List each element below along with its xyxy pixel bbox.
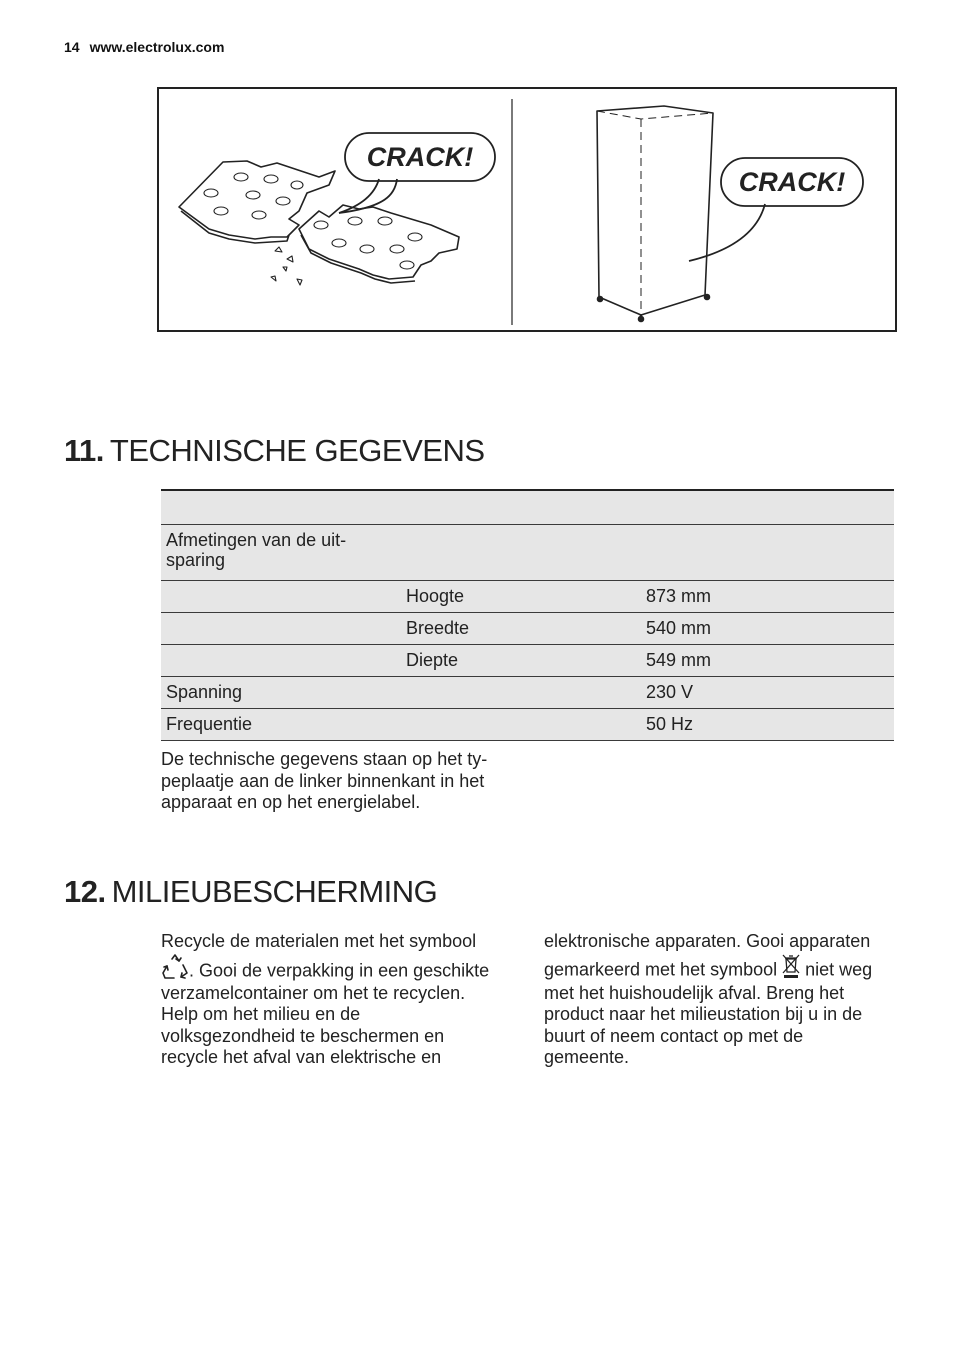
environment-text-right: elektronische apparaten. Gooi apparaten gemarkeerd met het symbool niet weg met het huishoudelijk afval. Breng het product naar het milieustation bij u in de buurt of neem contact op met de gemeente. <box>544 931 873 1067</box>
row-label <box>161 644 401 676</box>
row-value: 50 Hz <box>641 708 894 740</box>
row-label: Frequentie <box>161 708 401 740</box>
row-value <box>641 524 894 580</box>
row-sub <box>401 676 641 708</box>
row-label: Afmetingen van de uit- <box>166 529 347 550</box>
row-sub: Breedte <box>401 612 641 644</box>
row-value: 549 mm <box>641 644 894 676</box>
table-row <box>161 644 894 676</box>
row-sub <box>401 524 641 580</box>
page-number: 14 <box>64 39 80 55</box>
crack-text-left: CRACK! <box>366 142 474 172</box>
row-label: Spanning <box>161 676 401 708</box>
section-12-number: 12. <box>64 874 106 909</box>
table-row <box>161 708 894 740</box>
illustration-frame <box>157 87 897 332</box>
technical-note: De technische gegevens staan op het ty- peplaatje aan de linker binnenkant in het apparaat en op het energielabel. <box>161 749 488 812</box>
cabinet-drawing <box>597 106 713 322</box>
row-label <box>161 612 401 644</box>
row-label <box>161 580 401 612</box>
row-value: 540 mm <box>641 612 894 644</box>
row-value: 873 mm <box>641 580 894 612</box>
crack-illustration <box>159 89 895 330</box>
page-header <box>64 39 224 55</box>
table-row <box>161 676 894 708</box>
row-label: sparing <box>166 549 226 570</box>
section-11-number: 11. <box>64 433 104 468</box>
environment-text-left: Recycle de materialen met het symbool . Gooi de verpakking in een geschikte verzamelcontainer om het te recyclen. Help om het milieu en de volksgezondheid te beschermen en recycle het afval van elektrische en <box>161 931 490 1067</box>
section-12-title: MILIEUBESCHERMING <box>111 874 438 909</box>
row-sub: Hoogte <box>401 580 641 612</box>
table-row <box>161 524 894 580</box>
section-11-title: TECHNISCHE GEGEVENS <box>109 433 485 468</box>
table-row <box>161 612 894 644</box>
row-sub: Diepte <box>401 644 641 676</box>
website-url: www.electrolux.com <box>89 39 225 55</box>
table-header-row <box>161 490 894 524</box>
row-value: 230 V <box>641 676 894 708</box>
crack-text-right: CRACK! <box>738 167 846 197</box>
table-row <box>161 580 894 612</box>
technical-data-table <box>161 489 894 741</box>
section-12-heading <box>64 874 437 910</box>
section-11-heading <box>64 433 485 469</box>
row-sub <box>401 708 641 740</box>
